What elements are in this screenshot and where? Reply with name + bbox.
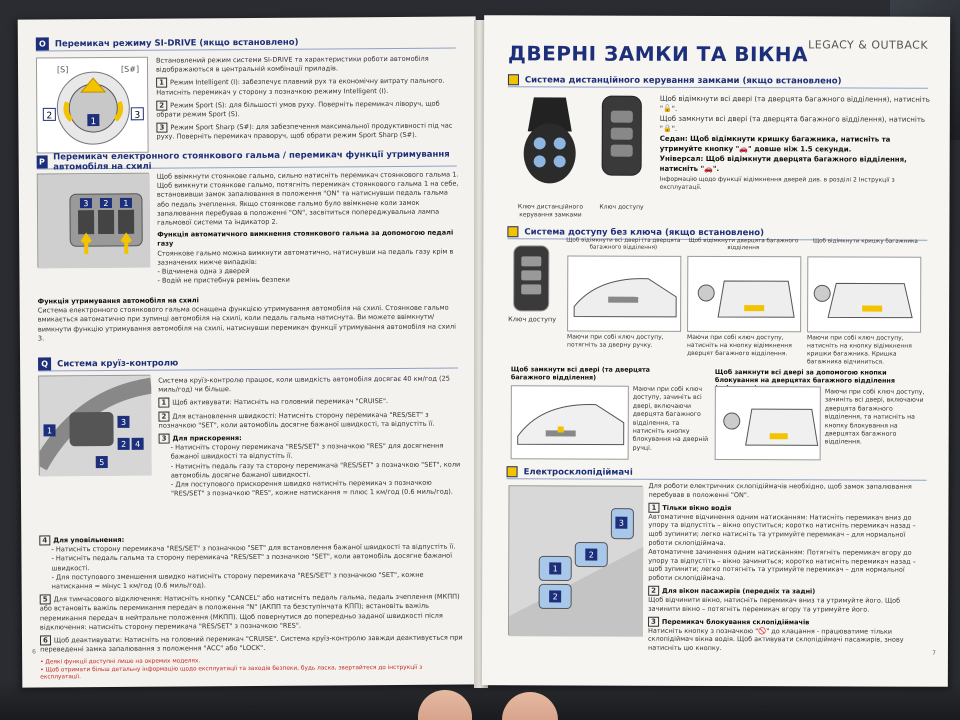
cruise-step-4-bullet-1: - Натисніть сторону перемикача "RES/SET" з позначкою "SET" для встановлення бажаної швидкості та відпустіть її. (51, 542, 456, 554)
svg-text:1: 1 (552, 564, 558, 574)
auto-release-bullet-2: - Водій не пристебнув ремінь безпеки (157, 275, 290, 285)
svg-text:5: 5 (99, 458, 105, 468)
cruise-step-4-bullet-2: - Натисніть педаль гальма та сторону перемикача "RES/SET" з позначкою "SET", коли автомобіль досягне бажаної швидкості. (51, 551, 453, 572)
num-2: 2 (156, 100, 167, 110)
hill-hold-body: Система електронного стоянкового гальма оснащена функцією утримування автомобіля на схилі. Стоянкове гальмо вмикається автоматично при зупинці автомобіля на схилі, коли педаль гальма натиснута. Ви можете ввімкнути/вимкнути функцію утримування автомобіля на схилі, натиснувши перемикач функції утримування автомобіля на схилі 3. (37, 303, 456, 343)
cruise-step-3-bullet-1: - Натисніть сторону перемикача "RES/SET" з позначкою "RES" для досягнення бажаної швидкості та відпустіть її. (170, 441, 444, 461)
model-brand: LEGACY & OUTBACK (808, 38, 929, 52)
access-key-figure (602, 96, 642, 176)
svg-text:1: 1 (46, 426, 53, 436)
section-p-title: Перемикач електронного стоянкового гальма / перемикач функції утримування автомобіля на схилі (53, 149, 450, 172)
num-1: 1 (648, 502, 659, 512)
footnote-1: • Деякі функції доступні лише на окремих моделях. (40, 658, 201, 666)
si-drive-text (156, 55, 461, 143)
si-drive-item-2: Режим Sport (S): для більшості умов руху. Поверніть перемикач ліворуч, щоб обрати режим Sport (S). (156, 99, 440, 119)
windows-intro: Для роботи електричних склопідіймачів необхідно, щоб замок запалювання перебував в положенні "ON". (648, 481, 912, 499)
keyless-heading-2: Щоб відімкнути дверцята багажного відділення (688, 237, 799, 252)
svg-text:3: 3 (83, 199, 89, 209)
windows-text (648, 482, 929, 654)
auto-release-title: Функція автоматичного вимкнення стоянкового гальма за допомогою педалі газу (157, 228, 454, 249)
num-6: 6 (40, 635, 51, 645)
hill-hold-title: Функція утримування автомобіля на схилі (37, 296, 199, 306)
cruise-step-2: Для встановлення швидкості: Натисніть сторону перемикача "RES/SET" з позначкою "SET", коли автомобіль досягне бажаної швидкості, та відпустіть її. (158, 410, 435, 430)
svg-text:3: 3 (134, 110, 141, 121)
svg-text:1: 1 (123, 198, 129, 208)
svg-text:3: 3 (120, 417, 127, 427)
cruise-step-3-title: Для прискорення: (172, 434, 242, 443)
num-2: 2 (158, 411, 169, 421)
keyless-caption-1: Маючи при собі ключ доступу, потягніть за дверну ручку. (567, 333, 664, 349)
cruise-step-4-bullet-3: - Для поступового зменшення швидко натисніть сторону перемикача "RES/SET" з позначкою "SET", кожне натискання = мінус 1 км/год (0.6 миль/год). (51, 570, 424, 591)
windows-2-title: Для вікон пасажирів (передніх та задні) (662, 586, 816, 596)
section-marker-icon (507, 226, 518, 237)
num-3: 3 (156, 123, 167, 133)
manual-page-left (18, 16, 481, 687)
remote-section-header (508, 73, 928, 88)
cruise-step-1: Щоб активувати: Натисніть на головний перемикач "CRUISE". (172, 397, 389, 407)
keyless-heading-3: Щоб відімкнути кришку багажника (812, 238, 918, 245)
si-drive-item-3: Режим Sport Sharp (S#): для забезпечення максимальної продуктивності під час руху. Поверніть перемикач праворуч, щоб обрати режим Sport Sharp (S#). (156, 121, 453, 142)
footnote-2: • Щоб отримати більш детальну інформацію щодо експлуатації та заходів безпеки, будь ласка, звертайтеся до інструкції з експлуатації. (40, 664, 423, 681)
keyless-caption-4: Маючи при собі ключ доступу, зачиніть всі двері, включаючи дверцята багажного відділення, та натисніть кнопку блокування на дверній ручці. (632, 385, 709, 452)
page-number-right: 7 (932, 649, 936, 657)
keyless-key-figure (513, 245, 549, 311)
svg-text:[S]: [S] (56, 65, 69, 75)
remote-sedan: Седан: Щоб відімкнути кришку багажника, натисніть та утримуйте кнопку "🚗" довше ніж 1.5 секунди. (659, 134, 891, 154)
num-2: 2 (648, 586, 659, 596)
svg-text:4: 4 (135, 439, 141, 449)
cruise-step-4-title: Для уповільнення: (53, 535, 125, 545)
keyless-figure-trunk (807, 256, 921, 332)
parking-brake-figure (37, 173, 150, 268)
cruise-step-3-bullet-3: - Для поступового прискорення швидко натисніть перемикач з позначкою "RES/SET" з позначкою "RES", кожне натискання = плюс 1 км/год (0.6 миль/год). (170, 478, 454, 498)
keyless-caption-2: Маючи при собі ключ доступу, натисніть на кнопку відімкнення дверцят багажного відділення. (686, 333, 792, 358)
page-title: ДВЕРНІ ЗАМКИ ТА ВІКНА (507, 41, 809, 67)
num-1: 1 (158, 398, 169, 408)
svg-text:2: 2 (46, 111, 53, 122)
section-q-letter: Q (38, 357, 51, 370)
cruise-text-lower (39, 533, 464, 655)
section-o-header (36, 35, 456, 52)
hill-hold-text (38, 295, 462, 344)
section-p-letter: P (37, 155, 48, 168)
keyless-heading-1: Щоб відімкнути всі двері (та дверцята багажного відділення) (566, 237, 681, 251)
num-3: 3 (648, 616, 659, 626)
keyless-caption-3: Маючи при собі ключ доступу, натисніть на кнопку відімкнення кришки багажника. Кришка багажника відчиниться. (806, 334, 912, 366)
access-key-caption: Ключ доступу (599, 203, 644, 211)
remote-unlock: Щоб відімкнути всі двері (та дверцята багажного відділення), натисніть "🔓". (659, 94, 930, 113)
num-1: 1 (156, 78, 167, 88)
keyless-key-caption: Ключ доступу (508, 315, 557, 324)
window-switch-figure (508, 485, 643, 635)
keyless-heading-4: Щоб замкнути всі двері (та дверцята багажного відділення) (510, 365, 650, 382)
num-5: 5 (40, 595, 51, 605)
remote-universal: Універсал: Щоб відімкнути дверцята багажного відділення, натисніть "🚗". (659, 154, 907, 174)
cruise-step-6: Щоб деактивувати: Натисніть на головний перемикач "CRUISE". Система круїз-контролю завжди деактивується при переведенні замка запалювання з положення "ACC" або "LOCK". (40, 633, 463, 654)
remote-text (660, 94, 932, 193)
footnotes (40, 657, 464, 682)
num-4: 4 (39, 535, 50, 545)
parking-brake-text (157, 171, 462, 287)
section-q-header (38, 355, 458, 372)
num-3: 3 (159, 434, 170, 444)
si-drive-intro: Встановлений режим системи SI-DRIVE та характеристики роботи автомобіля відображаються в центральній комбінації приладів. (155, 54, 429, 74)
cruise-step-3-bullet-2: - Натисніть педаль газу та сторону перемикача "RES/SET" з позначкою "SET", коли автомобіль досягне бажаної швидкості. (170, 460, 461, 480)
auto-release-bullet-1: - Відчинена одна з дверей (157, 267, 250, 276)
svg-text:1: 1 (90, 117, 97, 128)
cruise-text (158, 375, 463, 500)
windows-3-title: Перемикач блокування склопідіймачів (661, 617, 810, 626)
manual-page-right (482, 15, 950, 687)
keyless-figure-door-handle (567, 255, 681, 331)
windows-2-text: Щоб відчинити вікно, натисніть перемикач вниз та утримуйте його. Щоб зачинити вікно – потягніть перемикач вгору та утримуйте його. (648, 595, 901, 614)
svg-text:3: 3 (618, 518, 624, 528)
svg-text:2: 2 (121, 439, 127, 449)
section-marker-icon (508, 74, 519, 85)
keyless-section-title: Система доступу без ключа (якщо встановлено) (524, 226, 765, 238)
auto-release-body: Стоянкове гальмо можна вимкнути автоматично, натиснувши на педаль газу крім в зазначених нижче випадків: (157, 247, 454, 267)
windows-3-text: Натисніть кнопку з позначкою "🚫" до клацання - працюватиме тільки склопідіймач вікна водія. Щоб активувати склопідіймачі пасажирів, знову натисніть цю кнопку. (647, 626, 904, 653)
windows-1-auto-open: Автоматичне відчинення одним натисканням: Натисніть перемикач вниз до упору та відпустіть – вікно опуститься; коротко натисніть перемикач назад – щоб зупинити; легко натисніть та утримуйте перемикач – для нормальної роботи склопідіймача. (648, 512, 916, 548)
keyless-figure-tailgate-lock (715, 386, 821, 460)
windows-1-auto-close: Автоматичне зачинення одним натисканням: Потягніть перемикач вгору до упору та відпустіть – вікно зачиниться; коротко натисніть перемикач назад – щоб зупинити; легко потягніть та утримуйте перемикач – для нормальної роботи склопідіймача. (648, 547, 916, 583)
windows-1-title: Тільки вікно водія (662, 503, 732, 512)
si-drive-item-1: Режим Intelligent (I): забезпечує плавний рух та економічну витрату пального. Натисніть перемикач у сторону з позначкою режиму Intelligent (I). (156, 77, 445, 97)
keyless-heading-5: Щоб замкнути всі двері за допомогою кнопки блокування на дверцятах багажного відділення (714, 367, 895, 385)
section-o-title: Перемикач режиму SI-DRIVE (якщо встановлено) (54, 37, 299, 49)
keyless-figure-tailgate (687, 256, 801, 332)
remote-section-title: Система дистанційного керування замками (якщо встановлено) (524, 74, 842, 86)
section-q-title: Система круїз-контролю (57, 357, 179, 369)
section-marker-icon (507, 466, 518, 477)
svg-text:2: 2 (552, 592, 558, 602)
windows-section-title: Електросклопідіймачі (523, 466, 633, 478)
svg-text:[S#]: [S#] (120, 64, 140, 74)
section-o-letter: O (36, 37, 49, 50)
windows-section-header (507, 465, 927, 480)
keyless-figure-lock-handle (511, 385, 629, 459)
remote-key-figure (514, 91, 586, 201)
parking-brake-body: Щоб ввімкнути стоянкове гальмо, сильно натисніть перемикач стоянкового гальма 1. Щоб вимкнути стоянкове гальмо, потягніть перемикач стоянкового гальма 1 на себе, встановивши замок запалювання в положення "ON" та натиснувши педаль гальма або педаль зчеплення. Якщо стоянкове гальмо було ввімкнене коли замок запалювання перебував в положенні "ON", засвітиться попереджувальна лампа гальмової системи та індикатор 2. (156, 170, 459, 227)
section-p-header (37, 149, 457, 172)
si-drive-dial-figure (36, 57, 149, 154)
cruise-intro: Система круїз-контролю працює, коли швидкість автомобіля досягає 40 км/год (25 миль/год) чи більше. (158, 374, 450, 394)
svg-text:2: 2 (588, 550, 594, 560)
cruise-step-5: Для тимчасового відключення: Натисніть кнопку "CANCEL" або натисніть педаль гальма, педаль зчеплення (МКПП) або встановіть важіль перемикання передач в положення "N" (АКПП та безступінчата КПП); встановіть важіль перемикання передач в нейтральне положення (МКПП). Щоб повернутися до попередньо заданої швидкості після відключення: натисніть сторону перемикача "RES/SET" з позначкою "RES". (39, 592, 460, 632)
svg-text:2: 2 (103, 198, 109, 209)
remote-info: Інформацію щодо функції відімкнення дверей див. в розділі 2 Інструкції з експлуатації. (659, 175, 895, 191)
keyless-caption-5: Маючи при собі ключ доступу, зачиніть всі двері, включаючи дверцята багажного відділення, та натисніть на кнопку блокування на дверцятах багажного відділення. (824, 388, 925, 446)
remote-key-caption: Ключ дистанційного керування замками (517, 203, 584, 219)
cruise-control-figure (38, 375, 151, 476)
remote-lock: Щоб замкнути всі двері (та дверцята багажного відділення), натисніть "🔒". (659, 114, 926, 133)
page-number-left: 6 (32, 648, 36, 656)
